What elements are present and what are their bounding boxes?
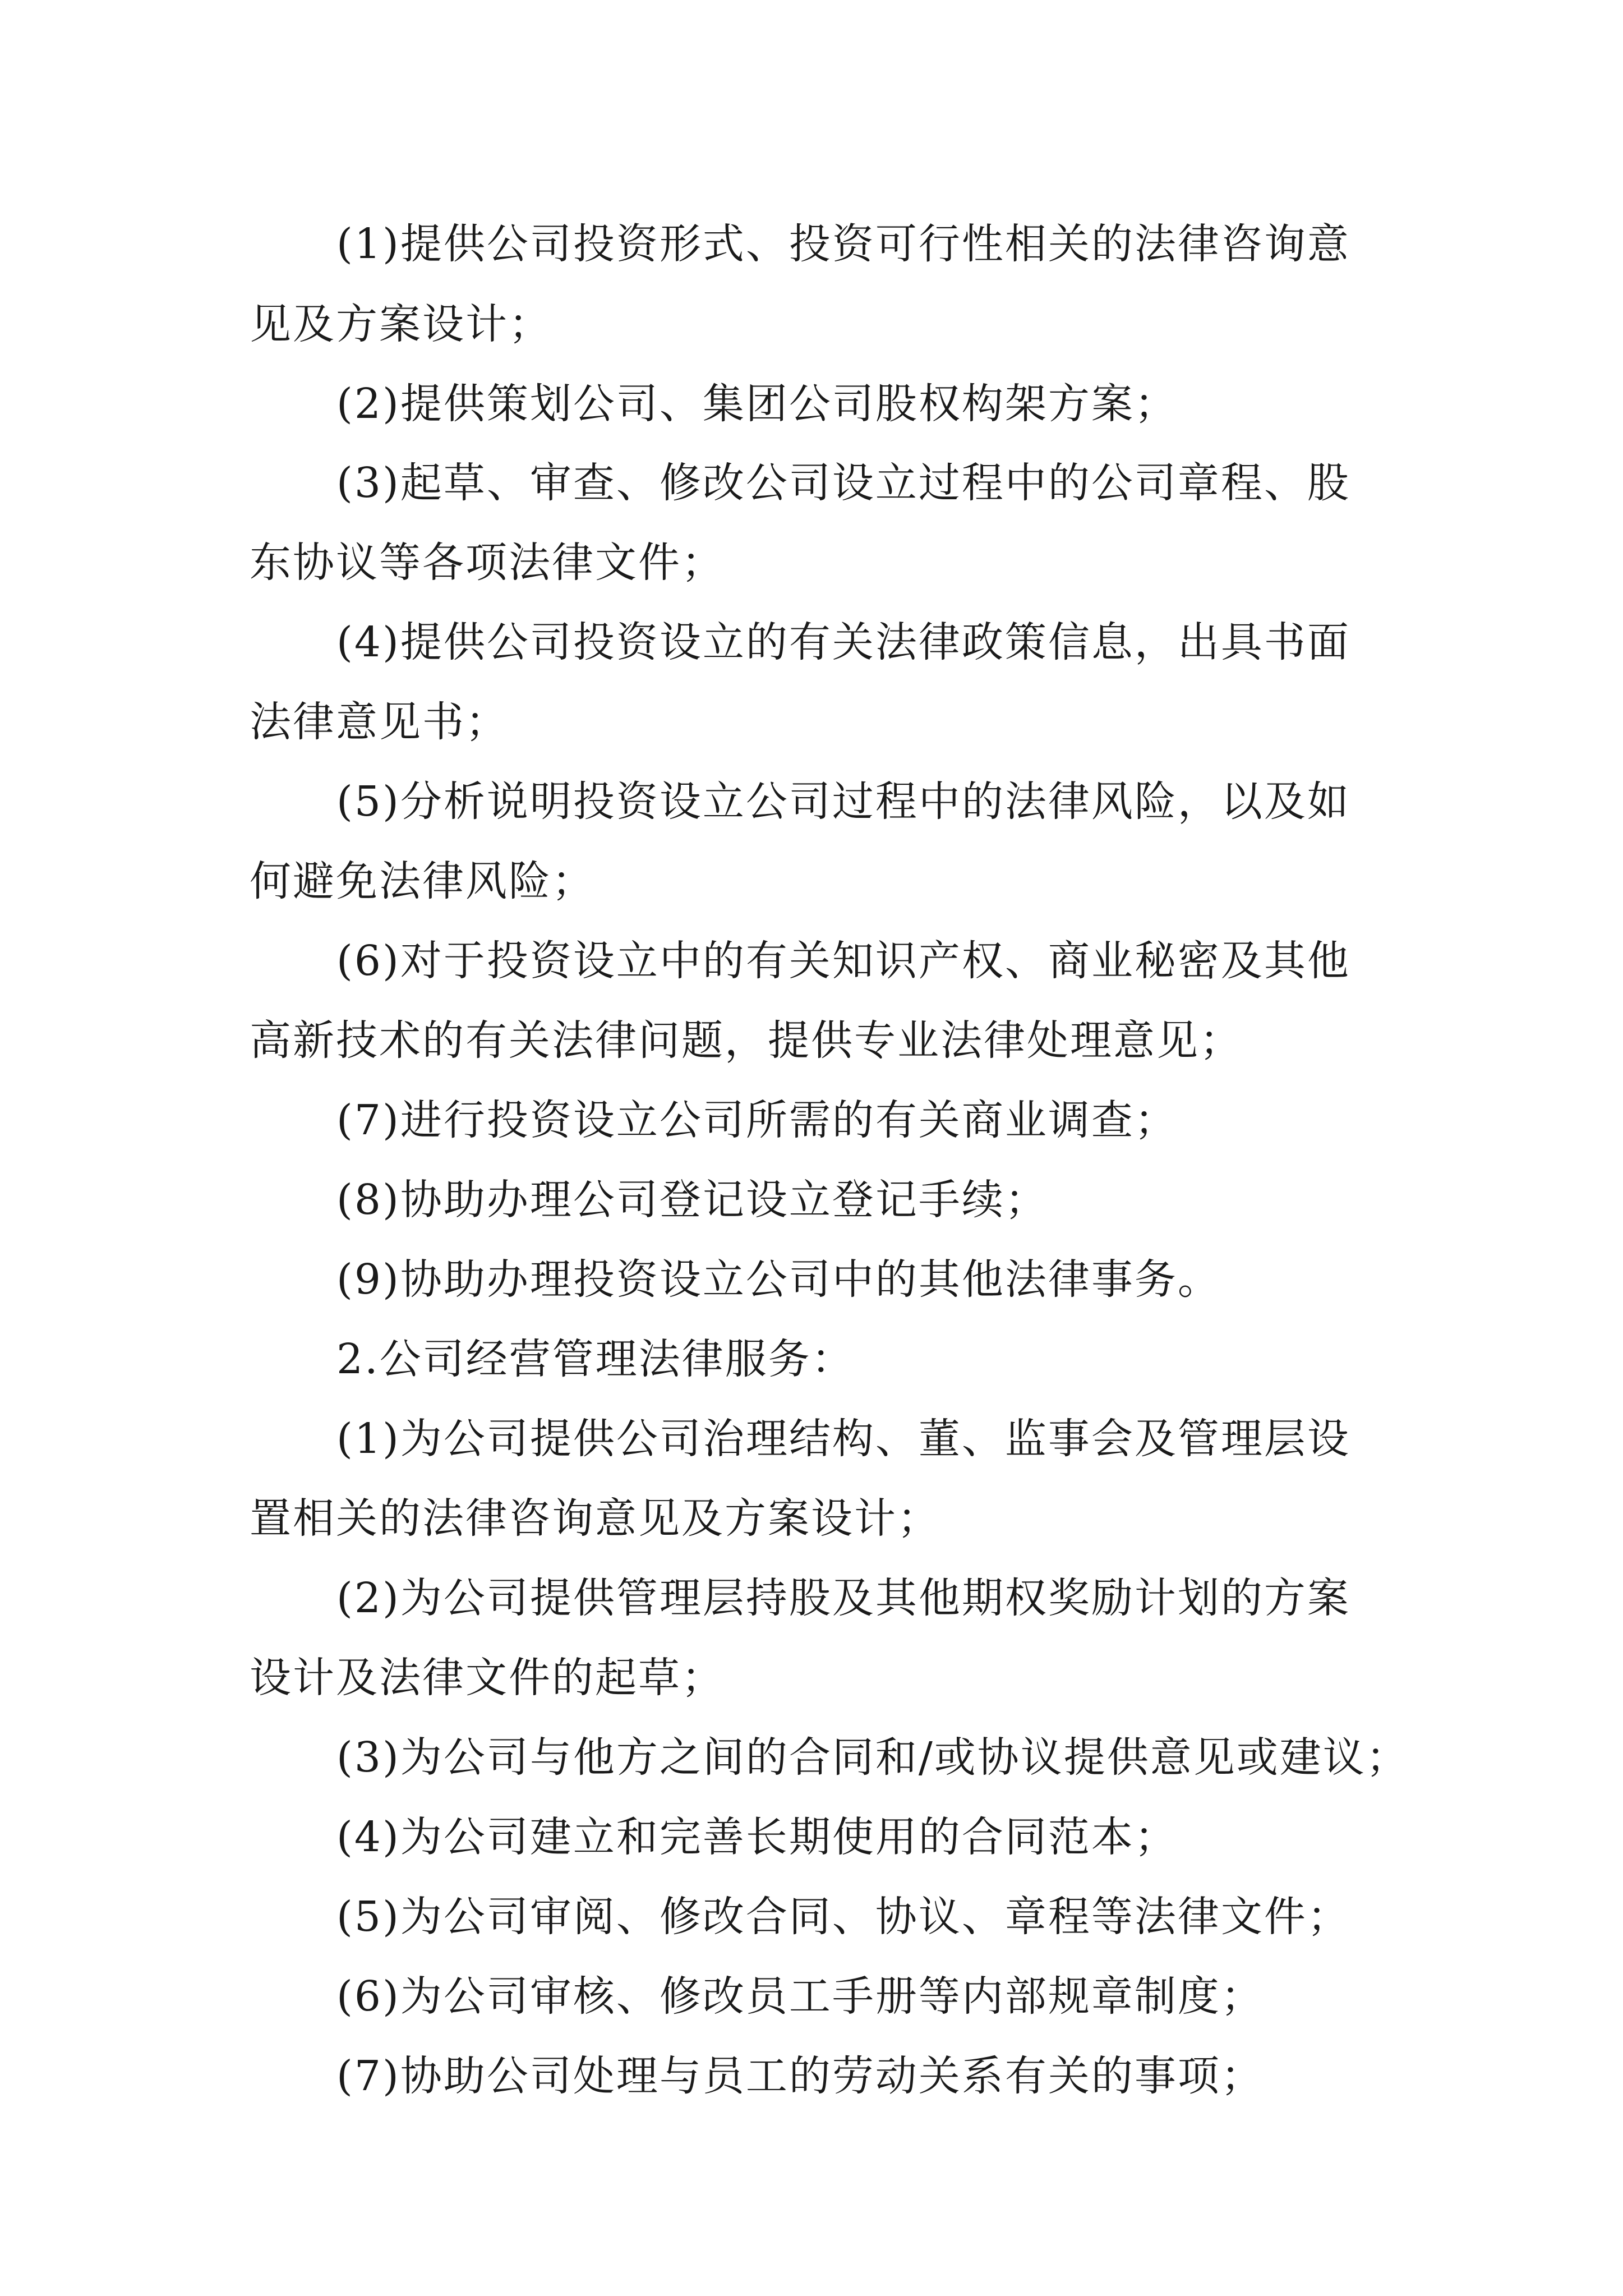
item-2-2-line-2: 设计及法律文件的起草；	[250, 1654, 725, 1702]
item-2-6: (6)为公司审核、修改员工手册等内部规章制度；	[336, 1972, 1264, 2021]
item-1-3-line-1: (3)起草、审查、修改公司设立过程中的公司章程、股	[336, 459, 1350, 507]
item-1-1-line-1: (1)提供公司投资形式、投资可行性相关的法律咨询意	[336, 220, 1350, 268]
item-1-5-line-1: (5)分析说明投资设立公司过程中的法律风险，以及如	[336, 777, 1350, 826]
item-2-1-line-2: 置相关的法律咨询意见及方案设计；	[250, 1494, 940, 1543]
item-1-6-line-2: 高新技术的有关法律问题，提供专业法律处理意见；	[250, 1016, 1243, 1065]
item-1-8: (8)协助办理公司登记设立登记手续；	[336, 1176, 1048, 1224]
item-1-4-line-1: (4)提供公司投资设立的有关法律政策信息，出具书面	[336, 618, 1350, 666]
item-1-6-line-1: (6)对于投资设立中的有关知识产权、商业秘密及其他	[336, 937, 1350, 985]
item-2-3: (3)为公司与他方之间的合同和/或协议提供意见或建议；	[336, 1733, 1409, 1782]
item-2-2-line-1: (2)为公司提供管理层持股及其他期权奖励计划的方案	[336, 1574, 1350, 1622]
item-2-7: (7)协助公司处理与员工的劳动关系有关的事项；	[336, 2052, 1264, 2100]
item-2-4: (4)为公司建立和完善长期使用的合同范本；	[336, 1813, 1178, 1861]
item-2-5: (5)为公司审阅、修改合同、协议、章程等法律文件；	[336, 1893, 1350, 1941]
item-1-2: (2)提供策划公司、集团公司股权构架方案；	[336, 380, 1178, 428]
item-1-9: (9)协助办理投资设立公司中的其他法律事务。	[336, 1255, 1221, 1304]
item-1-4-line-2: 法律意见书；	[250, 698, 509, 746]
item-1-1-line-2: 见及方案设计；	[250, 300, 552, 348]
section-2-heading: 2.公司经营管理法律服务：	[336, 1335, 855, 1383]
item-1-5-line-2: 何避免法律风险；	[250, 857, 595, 905]
item-2-1-line-1: (1)为公司提供公司治理结构、董、监事会及管理层设	[336, 1415, 1350, 1463]
item-1-3-line-2: 东协议等各项法律文件；	[250, 539, 725, 587]
item-1-7: (7)进行投资设立公司所需的有关商业调查；	[336, 1096, 1178, 1144]
